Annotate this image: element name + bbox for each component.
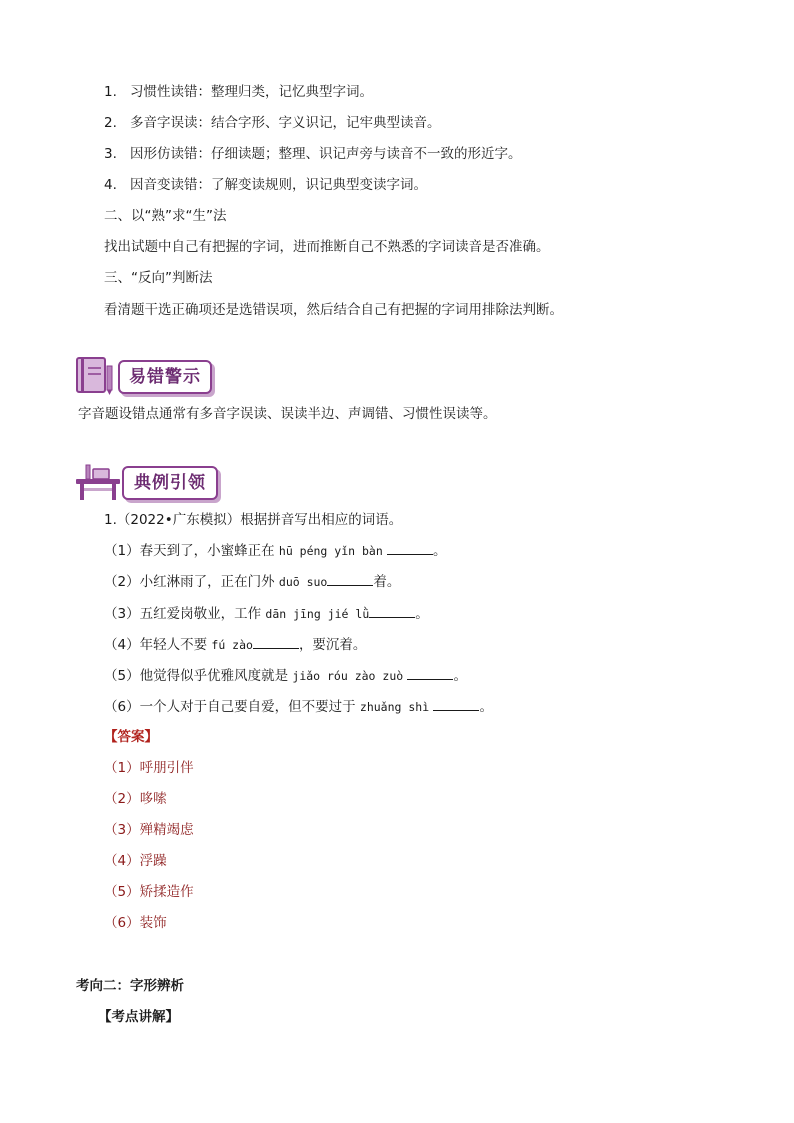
- answer-blank: [253, 634, 299, 649]
- method2-text: 找出试题中自己有把握的字词，进而推断自己不熟悉的字词读音是否准确。: [104, 239, 550, 255]
- warning-banner: [74, 356, 224, 400]
- list-item: 4. 因音变读错：了解变读规则，识记典型变读字词。: [104, 177, 427, 193]
- answer-label: 【答案】: [104, 729, 158, 745]
- method3-text: 看清题干选正确项还是选错误项，然后结合自己有把握的字词用排除法判断。: [104, 302, 563, 318]
- answer-blank: [327, 571, 373, 586]
- question-item: （2）小红淋雨了，正在门外 duō suo 着。: [104, 571, 400, 592]
- list-item: 3. 因形仿读错：仔细读题；整理、识记声旁与读音不一致的形近字。: [104, 146, 522, 162]
- answer-item: （2）哆嗦: [104, 791, 167, 807]
- example-banner-label: 典例引领: [122, 466, 218, 500]
- answer-item: （4）浮躁: [104, 853, 167, 869]
- question-item: （5）他觉得似乎优雅风度就是 jiǎo róu zào zuò 。: [104, 665, 467, 686]
- answer-item: （5）矫揉造作: [104, 884, 194, 900]
- example-banner: [74, 462, 224, 506]
- question-item: （6）一个人对于自己要自爱，但不要过于 zhuǎng shì 。: [104, 696, 493, 717]
- list-item: 2. 多音字误读：结合字形、字义识记，记牢典型读音。: [104, 115, 441, 131]
- method3-title: 三、“反向”判断法: [104, 270, 213, 286]
- method2-title: 二、以“熟”求“生”法: [104, 208, 227, 224]
- desk-icon: [74, 462, 122, 502]
- answer-blank: [387, 540, 433, 555]
- warning-banner-label: 易错警示: [118, 360, 212, 394]
- section-title: 考向二：字形辨析: [76, 978, 184, 994]
- notebook-icon: [74, 356, 118, 396]
- question-item: （3）五红爱岗敬业，工作 dān jīng jié lǜ 。: [104, 603, 429, 624]
- question-item: （1）春天到了，小蜜蜂正在 hū péng yǐn bàn 。: [104, 540, 447, 561]
- answer-blank: [407, 665, 453, 680]
- answer-item: （1）呼朋引伴: [104, 760, 194, 776]
- question-item: （4）年轻人不要 fú zào ，要沉着。: [104, 634, 366, 655]
- warning-text: 字音题设错点通常有多音字误读、误读半边、声调错、习惯性误读等。: [78, 406, 497, 422]
- list-item: 1. 习惯性读错：整理归类，记忆典型字词。: [104, 84, 373, 100]
- answer-item: （3）殚精竭虑: [104, 822, 194, 838]
- answer-item: （6）装饰: [104, 915, 167, 931]
- subsection-title: 【考点讲解】: [98, 1009, 179, 1025]
- question-title: 1.（2022•广东模拟）根据拼音写出相应的词语。: [104, 512, 403, 528]
- answer-blank: [369, 603, 415, 618]
- answer-blank: [433, 696, 479, 711]
